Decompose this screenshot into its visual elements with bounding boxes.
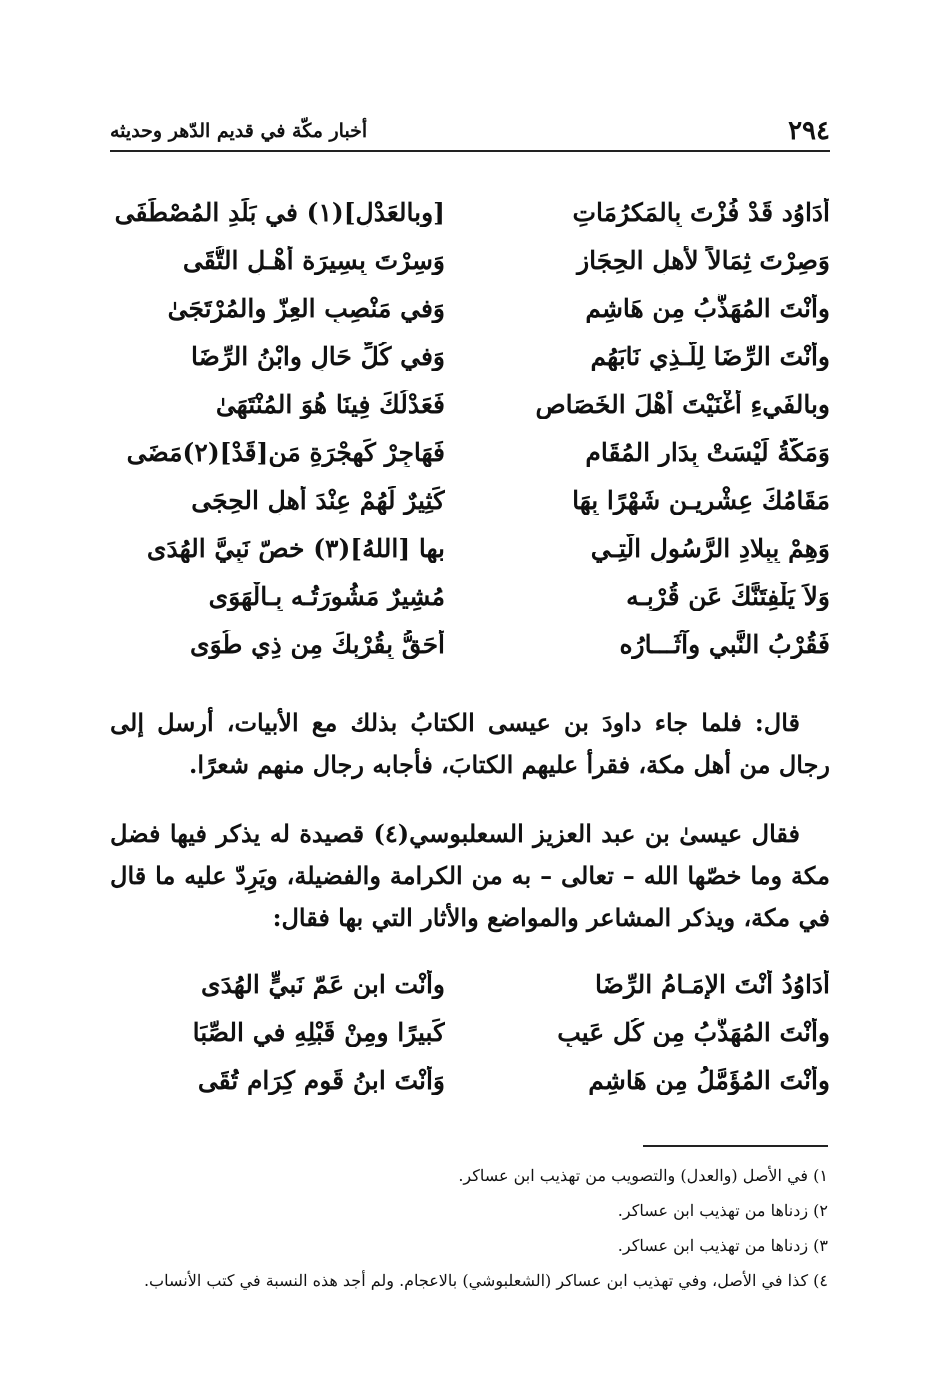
verse bbox=[110, 236, 830, 284]
verse bbox=[110, 524, 830, 572]
second-hemistich: بها [اللهُ](٣) خصّ نَبِيَّ الهُدَى bbox=[146, 533, 445, 563]
prose-paragraph: فقال عيسىٰ بن عبد العزيز السعلبوسي(٤) قصيدة له يذكر فيها فضل مكة وما خصّها الله – تعالى – به من الكرامة والفضيلة، ويَرِدّ عليه ما قال في مكة، ويذكر المشاعر والمواضع والأثار التي بها فقال: bbox=[110, 819, 830, 932]
first-hemistich: وأنْتَ الرِّضَا لِلَّـذِي نَابَهُم bbox=[590, 341, 830, 371]
verse bbox=[110, 960, 830, 1008]
verse bbox=[110, 380, 830, 428]
verse bbox=[110, 332, 830, 380]
first-hemistich: فَقُرْبُ النَّبي وآثَـــارُه bbox=[619, 629, 830, 659]
page-header bbox=[110, 112, 830, 152]
prose-paragraph: قال: فلما جاء داودَ بن عيسى الكتابُ بذلك مع الأبيات، أرسل إلى رجال من أهل مكة، فقرأ عليهم الكتابَ، فأجابه رجال منهم شعرًا. bbox=[110, 708, 830, 779]
first-hemistich: وأنْتَ المُهَذَّبُ مِن كُل عَيبٍ bbox=[557, 1017, 830, 1047]
first-hemistich: وَمَكَّةُ لَيْسَتْ بِدَارِ المُقَامِ bbox=[585, 437, 830, 467]
second-hemistich: كَبيرًا ومِنْ قَبْلِهِ في الصِّبَا bbox=[192, 1017, 445, 1047]
second-hemistich: أحَقُّ بِقُرْبِكَ مِن ذِي طُوَى bbox=[190, 629, 445, 659]
verse bbox=[110, 572, 830, 620]
first-hemistich: وَهِمْ بِبِلادِ الرَّسُولِ الَّتِـي bbox=[590, 533, 830, 563]
verse bbox=[110, 476, 830, 524]
first-hemistich: مَقَامُكَ عِشْرِيـن شَهْرًا بِهَا bbox=[572, 485, 830, 515]
first-hemistich: أَدَاوُد قَدْ فُزْتَ بِالمَكرُمَاتِ bbox=[572, 197, 830, 227]
first-hemistich: وأنْتَ المُهَذَّبُ مِن هَاشِمٍ bbox=[585, 293, 830, 323]
first-hemistich: وبالفَيءِ أغْنَيْتَ أهْلَ الخَصَاصِ bbox=[535, 389, 830, 419]
footnote-divider bbox=[643, 1145, 828, 1147]
second-hemistich: وَأنْتَ ابنُ قَومٍ كِرَامٍ تُقَى bbox=[197, 1065, 445, 1095]
footnote: ١) في الأصل (والعدل) والتصويب من تهذيب ابن عساكر. bbox=[458, 1166, 828, 1185]
first-hemistich: وَصِرْتَ ثِمَالاً لأهلِ الحِجَازِ bbox=[577, 245, 830, 275]
second-hemistich: وأنْت ابن عَمّ نَبيٍّ الهُدَى bbox=[201, 969, 445, 999]
verse bbox=[110, 1056, 830, 1104]
footnote: ٣) زدناها من تهذيب ابن عساكر. bbox=[617, 1236, 828, 1255]
first-hemistich: وَلاَ يَلْفِتَنَّكَ عَن قُرْبِـه bbox=[626, 581, 830, 611]
second-hemistich: وَفي كُلِّ حَالٍ وابْنُ الرِّضَا bbox=[191, 341, 445, 371]
second-hemistich: كَثِيرٌ لَهُمْ عِنْدَ أهلِ الحِجَى bbox=[191, 485, 445, 515]
verse bbox=[110, 284, 830, 332]
footnote: ٤) كذا في الأصل، وفي تهذيب ابن عساكر (الشعلبوشي) بالاعجام. ولم أجد هذه النسبة في كتب الأنساب. bbox=[143, 1271, 828, 1290]
running-title: أخبار مكّة في قديم الدّهر وحديثه bbox=[110, 120, 368, 142]
footnotes bbox=[90, 1158, 828, 1298]
page-number: ٢٩٤ bbox=[788, 116, 830, 146]
second-hemistich: مُشِيرٌ مَشُورَتُـه بِـالْهَوَى bbox=[208, 581, 445, 611]
verse bbox=[110, 428, 830, 476]
second-hemistich: وَفي مَنْصِبِ العِزّ والمُرْتَجَىٰ bbox=[167, 293, 445, 323]
verse bbox=[110, 188, 830, 236]
first-hemistich: أدَاوُدُ أنْتَ الإمَـامُ الرِّضَا bbox=[594, 969, 830, 999]
second-hemistich: [وبالعَدْلِ](١) في بَلَدِ المُصْطَفَى bbox=[114, 197, 445, 227]
verse bbox=[110, 620, 830, 668]
poem-first bbox=[110, 188, 830, 668]
poem-second bbox=[110, 960, 830, 1104]
footnote: ٢) زدناها من تهذيب ابن عساكر. bbox=[617, 1201, 828, 1220]
verse bbox=[110, 1008, 830, 1056]
first-hemistich: وأنْتَ المُؤَمَّلُ مِن هَاشِمٍ bbox=[588, 1065, 830, 1095]
second-hemistich: فَعَدْلُكَ فِينَا هُوَ المُنْتَهَىٰ bbox=[215, 389, 445, 419]
second-hemistich: فَهَاجِرْ كَهِجْرَةِ مَن[قَدْ](٢)مَضَى bbox=[126, 437, 445, 467]
second-hemistich: وَسِرْتَ بِسِيرَة أهْـلِ التُّقَى bbox=[182, 245, 445, 275]
